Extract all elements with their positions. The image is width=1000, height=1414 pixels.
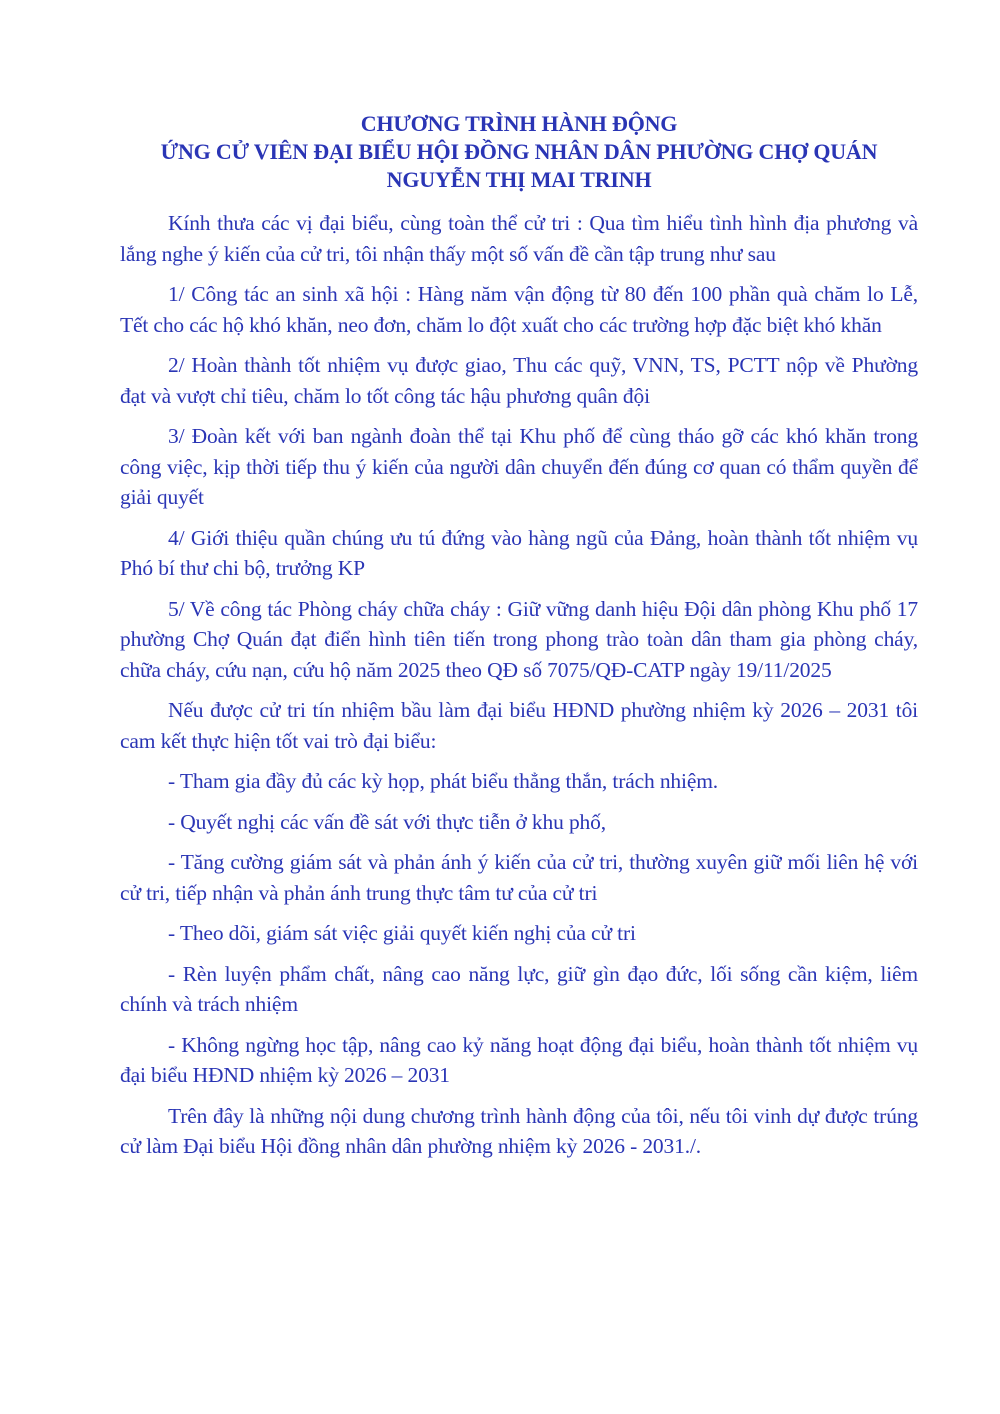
item-4-party-introduction: 4/ Giới thiệu quần chúng ưu tú đứng vào hàng ngũ của Đảng, hoàn thành tốt nhiệm vụ Phó bí thư chi bộ, trưởng KP <box>120 525 918 580</box>
title-line-2: ỨNG CỬ VIÊN ĐẠI BIỂU HỘI ĐỒNG NHÂN DÂN PHƯỜNG CHỢ QUÁN <box>160 139 878 164</box>
item-2-assigned-tasks: 2/ Hoàn thành tốt nhiệm vụ được giao, Thu các quỹ, VNN, TS, PCTT nộp về Phường đạt và vượt chỉ tiêu, chăm lo tốt công tác hậu phương quân đội <box>120 353 918 408</box>
item-5-fire-prevention: 5/ Về công tác Phòng cháy chữa cháy : Giữ vững danh hiệu Đội dân phòng Khu phố 17 phường Chợ Quán đạt điển hình tiên tiến trong phong trào toàn dân tham gia phòng cháy, chữa cháy, cứu nạn, cứu hộ năm 2025 theo QĐ số 7075/QĐ-CATP ngày 19/11/2025 <box>120 596 918 682</box>
commitment-bullet-5: - Rèn luyện phẩm chất, nâng cao năng lực, giữ gìn đạo đức, lối sống cần kiệm, liêm chính và trách nhiệm <box>120 961 918 1016</box>
commitment-bullet-4: - Theo dõi, giám sát việc giải quyết kiến nghị của cử tri <box>168 921 636 945</box>
commitment-bullet-2: - Quyết nghị các vấn đề sát với thực tiễn ở khu phố, <box>168 809 606 834</box>
item-3-solidarity: 3/ Đoàn kết với ban ngành đoàn thể tại Khu phố để cùng tháo gỡ các khó khăn trong công việc, kịp thời tiếp thu ý kiến của người dân chuyển đến đúng cơ quan có thẩm quyền để giải quyết <box>120 424 918 509</box>
commitment-bullet-3: - Tăng cường giám sát và phản ánh ý kiến của cử tri, thường xuyên giữ mối liên hệ với cử tri, tiếp nhận và phản ánh trung thực tâm tư của cử tri <box>120 850 918 905</box>
item-1-social-welfare: 1/ Công tác an sinh xã hội : Hàng năm vận động từ 80 đến 100 phần quà chăm lo Lễ, Tết cho các hộ khó khăn, neo đơn, chăm lo đột xuất cho các trường hợp đặc biệt khó khăn <box>120 282 918 337</box>
commitment-bullet-1: - Tham gia đầy đủ các kỳ họp, phát biểu thẳng thắn, trách nhiệm. <box>168 769 719 793</box>
commitment-bullet-6: - Không ngừng học tập, nâng cao kỷ năng hoạt động đại biểu, hoàn thành tốt nhiệm vụ đại biểu HĐND nhiệm kỳ 2026 – 2031 <box>120 1032 918 1087</box>
title-line-3: NGUYỄN THỊ MAI TRINH <box>386 167 652 192</box>
commitment-intro: Nếu được cử tri tín nhiệm bầu làm đại biểu HĐND phường nhiệm kỳ 2026 – 2031 tôi cam kết thực hiện tốt vai trò đại biểu: <box>120 698 918 753</box>
closing-paragraph: Trên đây là những nội dung chương trình hành động của tôi, nếu tôi vinh dự được trúng cử làm Đại biểu Hội đồng nhân dân phường nhiệm kỳ 2026 - 2031./. <box>120 1103 918 1158</box>
title-line-1: CHƯƠNG TRÌNH HÀNH ĐỘNG <box>360 111 678 136</box>
greeting-paragraph: Kính thưa các vị đại biểu, cùng toàn thể cử tri : Qua tìm hiểu tình hình địa phương và lắng nghe ý kiến của cử tri, tôi nhận thấy một số vấn đề cần tập trung như sau <box>120 211 918 266</box>
document-page <box>120 110 918 1172</box>
document-title <box>120 110 918 194</box>
